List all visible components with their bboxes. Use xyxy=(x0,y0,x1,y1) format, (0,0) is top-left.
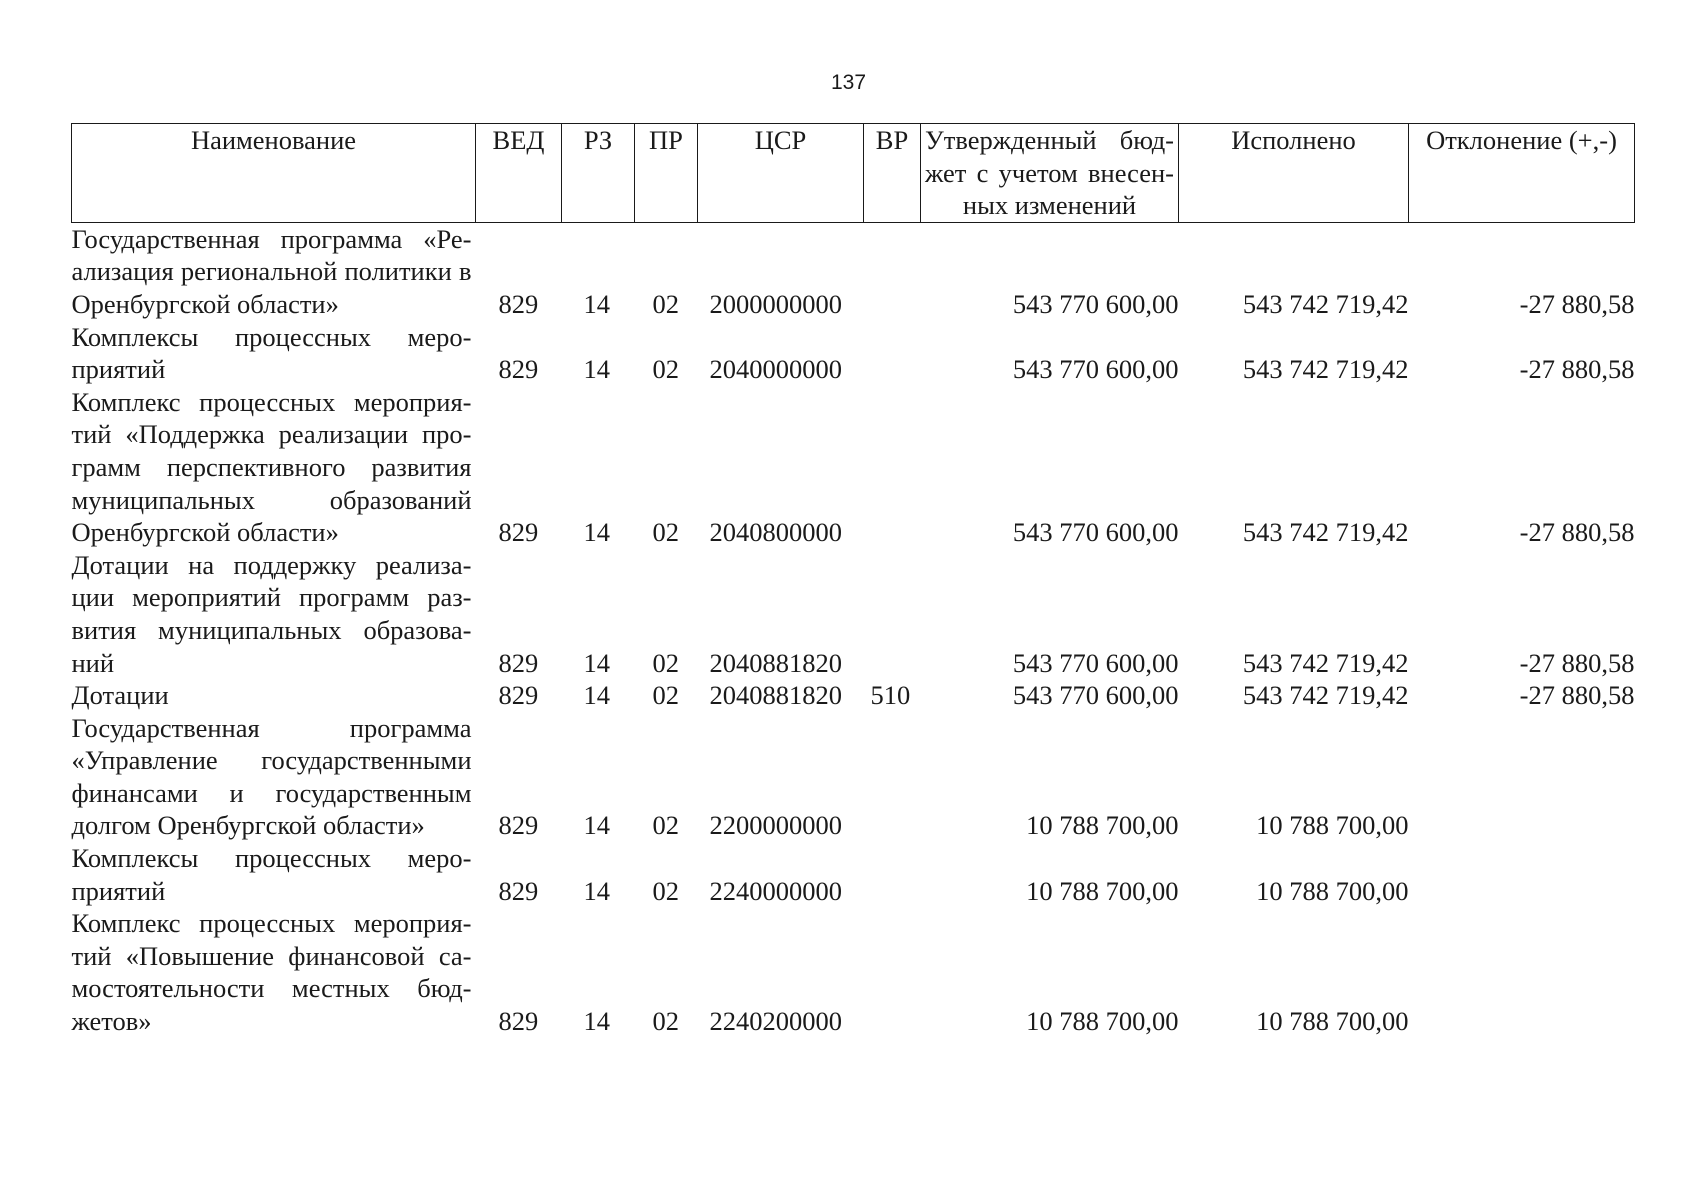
row-vr xyxy=(864,842,921,907)
row-deviation: -27 880,58 xyxy=(1519,517,1635,548)
budget-table xyxy=(71,123,1635,1038)
row-pr: 02 xyxy=(652,810,679,841)
row-rz: 14 xyxy=(583,875,610,906)
row-approved: 543 770 600,00 xyxy=(1012,680,1179,711)
row-vr xyxy=(864,321,921,386)
row-deviation xyxy=(1409,907,1635,1037)
row-vr: 510 xyxy=(870,680,911,711)
row-name: Государственная программа «Управление государственными финансами и государственным долгом Оренбургской области» xyxy=(71,712,472,841)
row-deviation: -27 880,58 xyxy=(1519,647,1635,678)
table-row xyxy=(72,842,1635,907)
row-rz: 14 xyxy=(583,354,610,385)
row-deviation: -27 880,58 xyxy=(1519,288,1635,319)
row-approved: 10 788 700,00 xyxy=(1026,810,1179,841)
header-vr: ВР xyxy=(864,124,921,223)
row-executed: 10 788 700,00 xyxy=(1256,1006,1409,1037)
row-pr: 02 xyxy=(652,875,679,906)
row-pr: 02 xyxy=(652,680,679,711)
row-deviation: -27 880,58 xyxy=(1519,354,1635,385)
row-ved: 829 xyxy=(498,517,539,548)
row-name: Комплексы процессных меро-приятий xyxy=(71,321,472,385)
header-ved: ВЕД xyxy=(476,124,562,223)
row-csr: 2240200000 xyxy=(709,1006,842,1037)
header-name: Наименование xyxy=(72,124,476,223)
row-name: Комплекс процессных мероприя-тий «Поддержка реализации про-грамм перспективного развития муниципальных образований Оренбургской области» xyxy=(71,386,472,548)
row-approved: 543 770 600,00 xyxy=(1012,647,1179,678)
row-rz: 14 xyxy=(583,517,610,548)
row-deviation xyxy=(1409,712,1635,842)
row-executed: 543 742 719,42 xyxy=(1242,680,1409,711)
row-csr: 2040881820 xyxy=(709,680,842,711)
header-executed: Исполнено xyxy=(1179,124,1409,223)
row-approved: 543 770 600,00 xyxy=(1012,288,1179,319)
header-csr: ЦСР xyxy=(698,124,864,223)
table-row xyxy=(72,712,1635,842)
table-row xyxy=(72,907,1635,1037)
row-rz: 14 xyxy=(583,288,610,319)
row-ved: 829 xyxy=(498,810,539,841)
row-pr: 02 xyxy=(652,354,679,385)
table-body xyxy=(72,222,1635,1037)
row-name: Дотации на поддержку реализа-ции мероприятий программ раз-вития муниципальных образова-ний xyxy=(71,549,472,678)
row-csr: 2200000000 xyxy=(709,810,842,841)
row-executed: 543 742 719,42 xyxy=(1242,288,1409,319)
header-row xyxy=(72,124,1635,223)
row-rz: 14 xyxy=(583,680,610,711)
row-pr: 02 xyxy=(652,517,679,548)
row-executed: 543 742 719,42 xyxy=(1242,517,1409,548)
row-vr xyxy=(864,907,921,1037)
row-pr: 02 xyxy=(652,1006,679,1037)
row-csr: 2040881820 xyxy=(709,647,842,678)
table-header xyxy=(72,124,1635,223)
header-rz: РЗ xyxy=(562,124,635,223)
row-ved: 829 xyxy=(498,1006,539,1037)
row-ved: 829 xyxy=(498,354,539,385)
row-rz: 14 xyxy=(583,810,610,841)
row-approved: 10 788 700,00 xyxy=(1026,1006,1179,1037)
table-row xyxy=(72,321,1635,386)
row-rz: 14 xyxy=(583,647,610,678)
row-vr xyxy=(864,712,921,842)
table-row xyxy=(72,549,1635,679)
header-pr: ПР xyxy=(635,124,698,223)
row-rz: 14 xyxy=(583,1006,610,1037)
row-name: Комплексы процессных меро-приятий xyxy=(71,843,472,906)
table-row xyxy=(72,222,1635,320)
row-approved: 543 770 600,00 xyxy=(1012,517,1179,548)
row-csr: 2040800000 xyxy=(709,517,842,548)
row-approved: 543 770 600,00 xyxy=(1012,354,1179,385)
row-executed: 10 788 700,00 xyxy=(1256,810,1409,841)
row-vr xyxy=(864,222,921,320)
row-pr: 02 xyxy=(652,288,679,319)
row-vr xyxy=(864,549,921,679)
row-ved: 829 xyxy=(498,647,539,678)
row-csr: 2000000000 xyxy=(709,288,842,319)
table-row xyxy=(72,386,1635,549)
row-executed: 10 788 700,00 xyxy=(1256,875,1409,906)
row-csr: 2040000000 xyxy=(709,354,842,385)
row-ved: 829 xyxy=(498,680,539,711)
row-ved: 829 xyxy=(498,875,539,906)
row-ved: 829 xyxy=(498,288,539,319)
row-deviation: -27 880,58 xyxy=(1519,680,1635,711)
header-approved-budget: Утвержденный бюд-жет с учетом внесен-ных изменений xyxy=(921,124,1179,223)
header-deviation: Отклонение (+,-) xyxy=(1409,124,1635,223)
row-vr xyxy=(864,386,921,549)
row-executed: 543 742 719,42 xyxy=(1242,647,1409,678)
row-csr: 2240000000 xyxy=(709,875,842,906)
row-executed: 543 742 719,42 xyxy=(1242,354,1409,385)
row-pr: 02 xyxy=(652,647,679,678)
row-name: Государственная программа «Ре-ализация региональной политики в Оренбургской области» xyxy=(71,223,472,319)
row-name: Комплекс процессных мероприя-тий «Повышение финансовой са-мостоятельности местных бюд-жетов» xyxy=(71,908,472,1037)
row-name: Дотации xyxy=(71,680,169,711)
row-deviation xyxy=(1409,842,1635,907)
page-number: 137 xyxy=(830,71,867,94)
table-row xyxy=(72,679,1635,712)
row-approved: 10 788 700,00 xyxy=(1026,875,1179,906)
